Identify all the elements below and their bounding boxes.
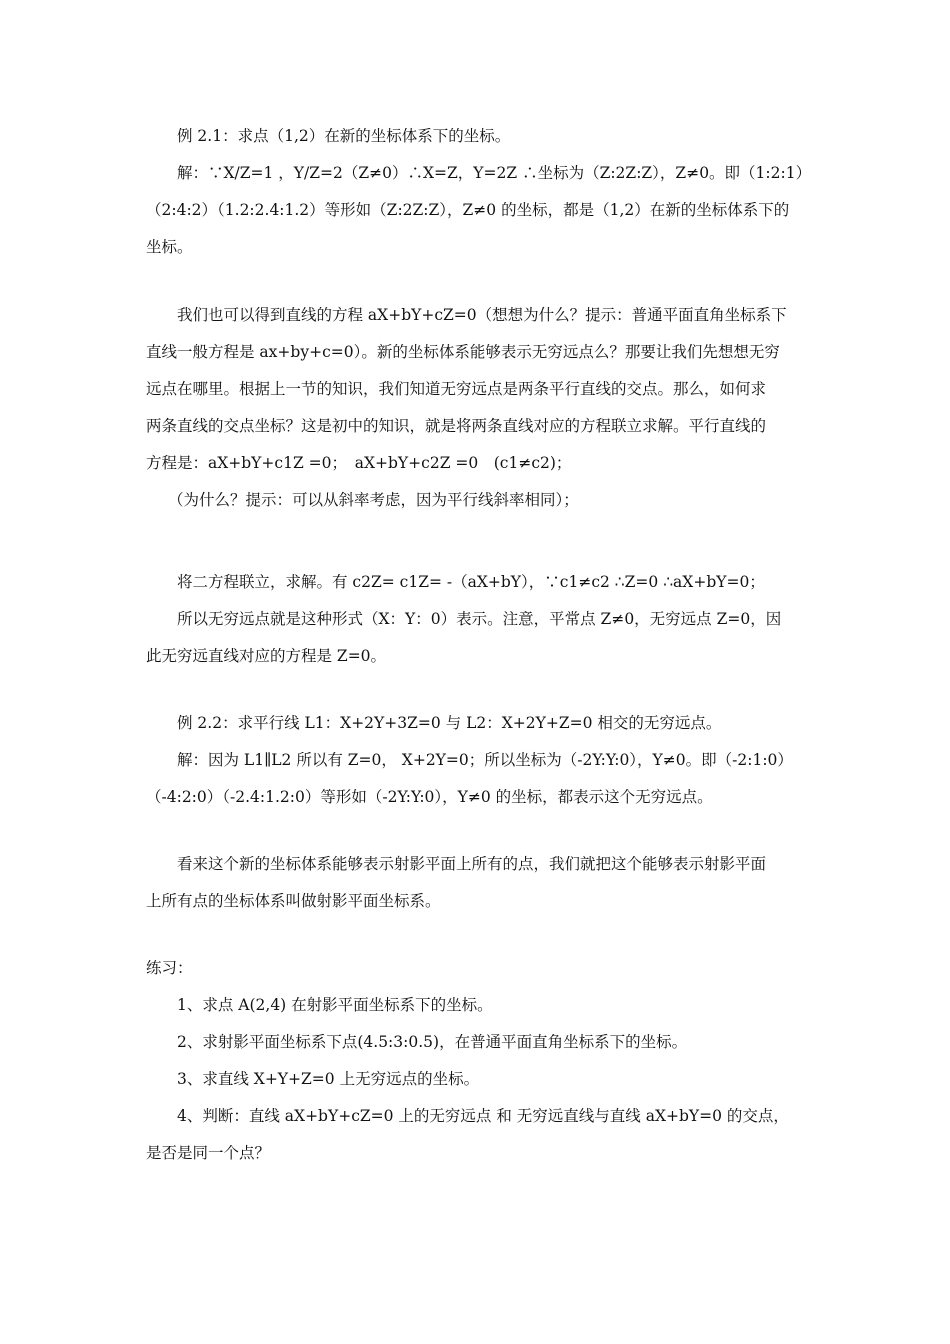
paragraph-line: 上所有点的坐标体系叫做射影平面坐标系。 bbox=[146, 892, 441, 910]
paragraph-line: 看来这个新的坐标体系能够表示射影平面上所有的点，我们就把这个能够表示射影平面 bbox=[177, 855, 767, 873]
paragraph-line: 直线一般方程是 ax+by+c=0）。新的坐标体系能够表示无穷远点么？那要让我们先想想无穷 bbox=[146, 343, 780, 361]
paragraph-line-equation bbox=[146, 297, 810, 519]
paragraph-line: 两条直线的交点坐标？这是初中的知识，就是将两条直线对应的方程联立求解。平行直线的 bbox=[146, 417, 767, 435]
paragraph-line: 我们也可以得到直线的方程 aX+bY+cZ=0（想想为什么？提示：普通平面直角坐标系下 bbox=[177, 306, 787, 324]
hint-line: （为什么？提示：可以从斜率考虑，因为平行线斜率相同）； bbox=[168, 491, 579, 509]
exercise-item: 1、求点 A(2,4) 在射影平面坐标系下的坐标。 bbox=[177, 996, 493, 1014]
example-2-2 bbox=[146, 705, 810, 816]
example-2-1-solution-line: 坐标。 bbox=[146, 238, 193, 256]
exercise-item-continuation: 是否是同一个点？ bbox=[146, 1144, 271, 1162]
example-2-1-solution-line: （2:4:2）（1.2:2.4:1.2）等形如（Z:2Z:Z），Z≠0 的坐标，都是（1,2）在新的坐标体系下的 bbox=[146, 201, 790, 219]
example-2-1-title: 例 2.1：求点（1,2）在新的坐标体系下的坐标。 bbox=[177, 127, 511, 145]
example-2-1-solution-line: 解：∵X/Z=1 ，Y/Z=2（Z≠0）∴X=Z，Y=2Z ∴坐标为（Z:2Z:Z），Z≠0。即（1:2:1） bbox=[177, 164, 812, 182]
example-2-2-title: 例 2.2：求平行线 L1：X+2Y+3Z=0 与 L2：X+2Y+Z=0 相交的无穷远点。 bbox=[177, 714, 722, 732]
paragraph-solve bbox=[146, 564, 810, 675]
paragraph-line: 远点在哪里。根据上一节的知识，我们知道无穷远点是两条平行直线的交点。那么，如何求 bbox=[146, 380, 767, 398]
paragraph-line: 所以无穷远点就是这种形式（X：Y：0）表示。注意，平常点 Z≠0，无穷远点 Z=0，因 bbox=[177, 610, 782, 628]
paragraph-projective-plane bbox=[146, 846, 810, 920]
exercises-section bbox=[146, 950, 810, 1172]
example-2-2-solution-line: （-4:2:0）（-2.4:1.2:0）等形如（-2Y:Y:0），Y≠0 的坐标，都表示这个无穷远点。 bbox=[146, 788, 713, 806]
example-2-2-solution-line: 解：因为 L1∥L2 所以有 Z=0， X+2Y=0；所以坐标为（-2Y:Y:0），Y≠0。即（-2:1:0） bbox=[177, 751, 793, 769]
paragraph-line: 方程是：aX+bY+c1Z =0； aX+bY+c2Z =0 (c1≠c2)； bbox=[146, 454, 572, 472]
exercise-item: 3、求直线 X+Y+Z=0 上无穷远点的坐标。 bbox=[177, 1070, 480, 1088]
paragraph-line: 此无穷远直线对应的方程是 Z=0。 bbox=[146, 647, 387, 665]
example-2-1 bbox=[146, 118, 810, 266]
exercise-item: 4、判断：直线 aX+bY+cZ=0 上的无穷远点 和 无穷远直线与直线 aX+bY=0 的交点， bbox=[177, 1107, 789, 1125]
exercise-item: 2、求射影平面坐标系下点(4.5:3:0.5)，在普通平面直角坐标系下的坐标。 bbox=[177, 1033, 688, 1051]
exercises-heading: 练习： bbox=[146, 959, 193, 977]
paragraph-line: 将二方程联立，求解。有 c2Z= c1Z= -（aX+bY），∵c1≠c2 ∴Z=0 ∴aX+bY=0； bbox=[177, 573, 765, 591]
